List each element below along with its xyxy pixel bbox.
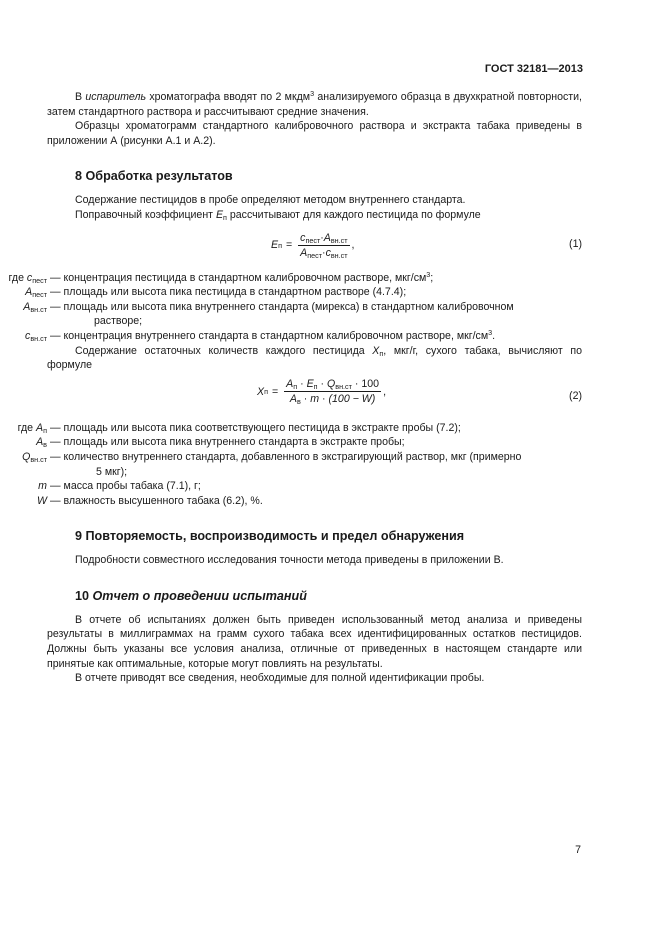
formula-2: X п = $\frac{A_п \cdot E_п \cdot Q_{вн.ст} \cdot 100}{A_в \cdot m \cdot (100 - W)}$ , (2) bbox=[257, 377, 582, 407]
section-10-heading: 10 Отчет о проведении испытаний bbox=[75, 588, 307, 603]
definition-row: где $c_{пест}$ — концентрация пестицида в стандартном калибровочном растворе, мкг/$см^3$; bbox=[8, 269, 434, 285]
definition-row: где $A_п$ — площадь или высота пика соответствующего пестицида в экстракте пробы (7.2); bbox=[17, 421, 461, 435]
formula-1-fraction: $\frac{c_{пест}\cdot A_{вн.ст}}{A_{пест}\cdot c_{вн.ст}}$ bbox=[300, 231, 348, 261]
formula-1: E п = $\frac{c_{пест}\cdot A_{вн.ст}}{A_{пест}\cdot c_{вн.ст}}$ , (1) bbox=[271, 231, 582, 261]
intro-paragraph-2: Образцы хроматограмм стандартного калибровочного раствора и экстракта табака приведены в приложении А (рисунки А.1 и А.2). bbox=[47, 120, 582, 147]
page-content bbox=[8, 89, 583, 686]
page-number: 7 bbox=[575, 844, 581, 856]
equation-number-1: (1) bbox=[569, 237, 582, 250]
definition-row: $Q_{вн.ст}$ — количество внутреннего стандарта, добавленного в экстрагирующий раствор, мкг (примерно bbox=[22, 450, 522, 464]
definition-row: $A_{вн.ст}$ — площадь или высота пика внутреннего стандарта (мирекса) в стандартном калибровочном bbox=[23, 300, 514, 314]
formula-1-definitions bbox=[0, 271, 582, 344]
formula-2-fraction: $\frac{A_п \cdot E_п \cdot Q_{вн.ст} \cdot 100}{A_в \cdot m \cdot (100 - W)}$ bbox=[286, 377, 380, 407]
definition-continuation: 5 мкг); bbox=[96, 465, 128, 478]
intro-paragraph-1: В испаритель хроматографа вводят по 2 мкдм$^3$ анализируемого образца в двухкратной повторности, затем стандартного раствора и рассчитывают средние значения. bbox=[47, 89, 582, 118]
section-8-paragraph-2: Поправочный коэффициент $E_п$ рассчитывают для каждого пестицида по формуле bbox=[75, 208, 481, 222]
definition-row: W — влажность высушенного табака (6.2), %. bbox=[37, 494, 263, 507]
definition-row: m — масса пробы табака (7.1), г; bbox=[38, 480, 201, 493]
formula-2-definitions bbox=[0, 421, 582, 509]
standard-code: ГОСТ 32181—2013 bbox=[484, 63, 583, 75]
definition-row: $c_{вн.ст}$ — концентрация внутреннего стандарта в стандартном калибровочном растворе, мкг/$см^3$. bbox=[25, 327, 496, 343]
section-8-paragraph-1: Содержание пестицидов в пробе определяют методом внутреннего стандарта. bbox=[75, 194, 466, 207]
section-9-heading: 9 Повторяемость, воспроизводимость и предел обнаружения bbox=[75, 529, 465, 544]
section-8-paragraph-3: Содержание остаточных количеств каждого пестицида $X_п$, мкг/г, сухого табака, вычисляют по формуле bbox=[47, 344, 583, 372]
section-10-paragraph-1: В отчете об испытаниях должен быть приведен использованный метод анализа и приведены результаты в миллиграммах на грамм сухого табака всех идентифицированных остатков пестицидов. Должны быть указаны все условия анализа, отличные от приведенных в настоящем стандарте или принятые как оптимальные, которые могут повлиять на результаты. bbox=[47, 613, 582, 670]
section-8-heading: 8 Обработка результатов bbox=[75, 169, 233, 184]
section-10-paragraph-2: В отчете приводят все сведения, необходимые для полной идентификации пробы. bbox=[75, 672, 485, 685]
definition-continuation: растворе; bbox=[94, 315, 143, 328]
section-9-paragraph-1: Подробности совместного исследования точности метода приведены в приложении В. bbox=[75, 554, 504, 567]
definition-row: $A_в$ — площадь или высота пика внутреннего стандарта в экстракте пробы; bbox=[36, 436, 405, 450]
equation-number-2: (2) bbox=[569, 389, 582, 402]
definition-row: $A_{пест}$ — площадь или высота пика пестицида в стандартном растворе (4.7.4); bbox=[25, 286, 407, 300]
